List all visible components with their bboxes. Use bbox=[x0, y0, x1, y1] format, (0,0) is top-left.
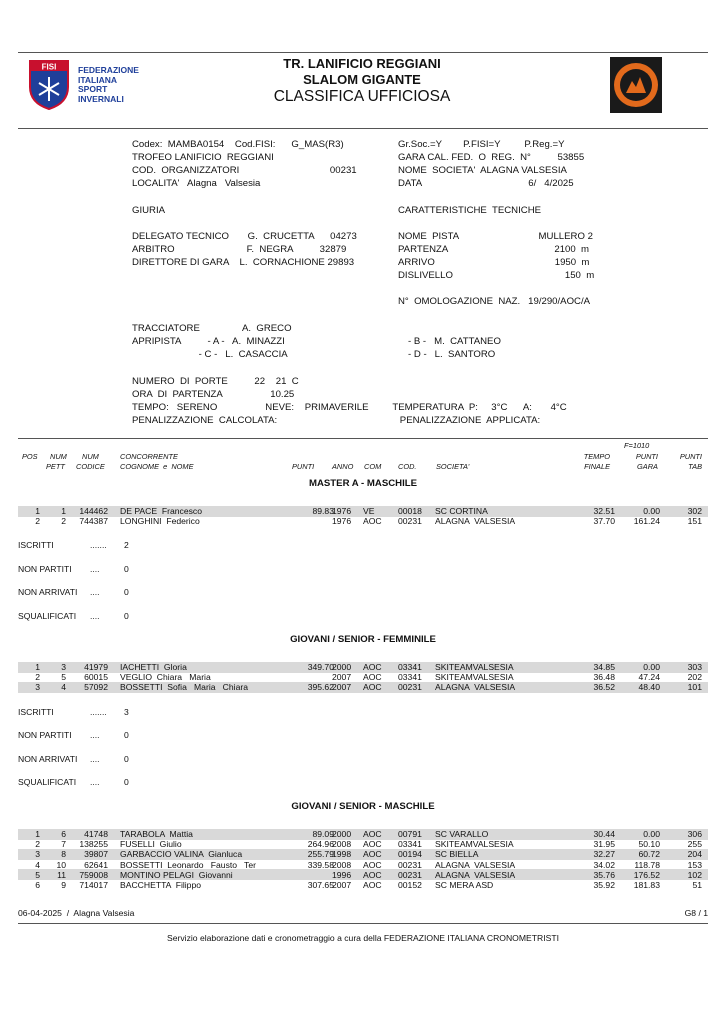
cell-table-points: 202 bbox=[687, 672, 702, 683]
col-num-codice-2: CODICE bbox=[76, 462, 105, 471]
cell-final-time: 34.02 bbox=[593, 859, 615, 870]
cell-committee: AOC bbox=[363, 829, 382, 839]
cell-fis-points: 264.96 bbox=[307, 839, 334, 850]
cell-race-points: 181.83 bbox=[633, 880, 660, 890]
cell-code: 39807 bbox=[84, 849, 108, 860]
start-line: PARTENZA 2100 m bbox=[398, 244, 590, 255]
cell-pos: 3 bbox=[35, 849, 40, 860]
cell-pos: 4 bbox=[35, 859, 40, 870]
cell-race-points: 60.72 bbox=[638, 849, 660, 860]
stat-value: 2 bbox=[124, 540, 129, 551]
cell-committee: VE bbox=[363, 506, 375, 516]
cell-code: 144462 bbox=[79, 506, 108, 516]
race-director-line: DIRETTORE DI GARA L. CORNACHIONE 29893 bbox=[132, 257, 355, 268]
cell-code: 60015 bbox=[84, 672, 108, 683]
weather-line: TEMPO: SERENO NEVE: PRIMAVERILE TEMPERATURA P: 3°C A: 4°C bbox=[132, 402, 567, 413]
event-title: TR. LANIFICIO REGGIANI bbox=[283, 56, 441, 71]
stat-value: 0 bbox=[124, 610, 129, 621]
cell-birth-year: 2007 bbox=[332, 672, 352, 683]
cell-club-name: ALAGNA VALSESIA bbox=[435, 516, 516, 527]
cell-race-points: 161.24 bbox=[633, 516, 660, 527]
col-tempo-2: FINALE bbox=[584, 462, 610, 471]
org-line: ITALIANA bbox=[78, 74, 118, 85]
homologation-line: N° OMOLOGAZIONE NAZ. 19/290/AOC/A bbox=[398, 296, 591, 307]
cell-pos: 1 bbox=[35, 829, 40, 839]
start-time-line: ORA DI PARTENZA 10.25 bbox=[132, 389, 295, 400]
cell-table-points: 153 bbox=[687, 859, 702, 870]
stat-label: NON ARRIVATI bbox=[18, 753, 78, 764]
header-rule bbox=[18, 128, 708, 129]
cell-table-points: 255 bbox=[687, 839, 702, 850]
stat-dots: .... bbox=[90, 610, 100, 621]
stat-label: SQUALIFICATI bbox=[18, 777, 77, 788]
cell-athlete-name: BOSSETTI Sofia Maria Chiara bbox=[120, 682, 248, 693]
cell-table-points: 151 bbox=[687, 516, 702, 527]
course-setter-line: TRACCIATORE A. GRECO bbox=[132, 323, 292, 334]
cell-committee: AOC bbox=[363, 849, 382, 860]
cell-bib: 3 bbox=[61, 662, 66, 672]
stat-dots: .... bbox=[90, 730, 100, 741]
codex-line: Codex: MAMBA0154 Cod.FISI: G_MAS(R3) bbox=[132, 139, 344, 150]
footer-rule bbox=[18, 923, 708, 924]
cell-birth-year: 1996 bbox=[332, 869, 352, 880]
cell-club-name: SKITEAMVALSESIA bbox=[435, 672, 514, 683]
stat-label: SQUALIFICATI bbox=[18, 610, 77, 621]
cell-club-name: ALAGNA VALSESIA bbox=[435, 682, 516, 693]
cell-athlete-name: VEGLIO Chiara Maria bbox=[120, 672, 211, 683]
cell-birth-year: 2000 bbox=[332, 662, 352, 672]
org-line: FEDERAZIONE bbox=[78, 65, 139, 75]
cell-committee: AOC bbox=[363, 839, 382, 850]
stat-label: NON PARTITI bbox=[18, 563, 72, 574]
stat-dots: ....... bbox=[90, 706, 107, 717]
gates-line: NUMERO DI PORTE 22 21 C bbox=[132, 376, 299, 387]
cell-birth-year: 2007 bbox=[332, 880, 352, 890]
stat-value: 0 bbox=[124, 777, 129, 788]
cell-final-time: 37.70 bbox=[593, 516, 615, 527]
forerunner-line-a: APRIPISTA - A - A. MINAZZI bbox=[132, 336, 285, 347]
cell-bib: 5 bbox=[61, 672, 66, 683]
cell-pos: 2 bbox=[35, 839, 40, 850]
col-punti-tab-2: TAB bbox=[688, 462, 702, 471]
cell-club-code: 00231 bbox=[398, 682, 422, 693]
federation-name bbox=[78, 66, 139, 104]
cell-table-points: 303 bbox=[687, 662, 702, 672]
stat-dots: ....... bbox=[90, 540, 107, 551]
locality-line: LOCALITA' Alagna Valsesia bbox=[132, 178, 261, 189]
cell-committee: AOC bbox=[363, 859, 382, 870]
cell-race-points: 0.00 bbox=[643, 829, 660, 839]
col-anno: ANNO bbox=[332, 462, 354, 471]
cell-code: 57092 bbox=[84, 682, 108, 693]
cell-pos: 2 bbox=[35, 672, 40, 683]
cell-committee: AOC bbox=[363, 880, 382, 890]
stat-label: ISCRITTI bbox=[18, 706, 54, 717]
cell-club-name: SC VARALLO bbox=[435, 829, 489, 839]
cell-club-name: SC MERA ASD bbox=[435, 880, 494, 890]
cell-final-time: 32.27 bbox=[593, 849, 615, 860]
cell-fis-points: 349.70 bbox=[307, 662, 334, 672]
club-name-line: NOME SOCIETA' ALAGNA VALSESIA bbox=[398, 165, 567, 176]
cell-committee: AOC bbox=[363, 516, 382, 527]
technical-delegate-line: DELEGATO TECNICO G. CRUCETTA 04273 bbox=[132, 231, 357, 242]
top-rule bbox=[18, 52, 708, 53]
cell-fis-points: 339.58 bbox=[307, 859, 334, 870]
col-pos: POS bbox=[22, 452, 38, 461]
cell-bib: 6 bbox=[61, 829, 66, 839]
vertical-drop-line: DISLIVELLO 150 m bbox=[398, 270, 595, 281]
cell-birth-year: 2000 bbox=[332, 829, 352, 839]
col-punti-tab-1: PUNTI bbox=[679, 452, 702, 461]
fisi-logo-text: FISI bbox=[41, 62, 57, 72]
cell-birth-year: 1976 bbox=[332, 506, 352, 516]
cell-code: 714017 bbox=[79, 880, 108, 890]
stat-dots: .... bbox=[90, 753, 100, 764]
col-punti-gara-2: GARA bbox=[637, 462, 658, 471]
race-number-line: GARA CAL. FED. O REG. N° 53855 bbox=[398, 152, 585, 163]
cell-final-time: 32.51 bbox=[593, 506, 615, 516]
forerunner-line-d: - D - L. SANTORO bbox=[408, 349, 496, 360]
col-societa: SOCIETA' bbox=[436, 462, 470, 471]
forerunner-line-b: - B - M. CATTANEO bbox=[408, 336, 501, 347]
cell-final-time: 31.95 bbox=[593, 839, 615, 850]
cell-bib: 9 bbox=[61, 880, 66, 890]
cell-athlete-name: TARABOLA Mattia bbox=[120, 829, 193, 839]
cell-bib: 1 bbox=[61, 506, 66, 516]
finish-line: ARRIVO 1950 m bbox=[398, 257, 590, 268]
cell-athlete-name: IACHETTI Gloria bbox=[120, 662, 187, 672]
cell-race-points: 48.40 bbox=[638, 682, 660, 693]
cell-fis-points: 89.83 bbox=[312, 506, 334, 516]
cell-club-name: ALAGNA VALSESIA bbox=[435, 869, 516, 880]
cell-final-time: 34.85 bbox=[593, 662, 615, 672]
cell-club-code: 00231 bbox=[398, 869, 422, 880]
cell-club-code: 00231 bbox=[398, 859, 422, 870]
cell-fis-points: 255.79 bbox=[307, 849, 334, 860]
footer-service-note: Servizio elaborazione dati e cronometraggio a cura della FEDERAZIONE ITALIANA CRONOMETRISTI bbox=[167, 933, 559, 943]
referee-line: ARBITRO F. NEGRA 32879 bbox=[132, 244, 347, 255]
cell-club-name: ALAGNA VALSESIA bbox=[435, 859, 516, 870]
stat-label: NON PARTITI bbox=[18, 730, 72, 741]
col-num-pett-2: PETT bbox=[46, 462, 65, 471]
stat-value: 0 bbox=[124, 563, 129, 574]
cell-club-name: SKITEAMVALSESIA bbox=[435, 662, 514, 672]
cell-club-code: 03341 bbox=[398, 839, 422, 850]
stat-dots: .... bbox=[90, 587, 100, 598]
org-line: SPORT bbox=[78, 84, 108, 94]
col-num-codice-1: NUM bbox=[82, 452, 99, 461]
footer-date-location: 06-04-2025 / Alagna Valsesia bbox=[18, 908, 135, 918]
stat-value: 0 bbox=[124, 730, 129, 741]
section-title: GIOVANI / SENIOR - MASCHILE bbox=[291, 801, 435, 812]
cell-birth-year: 1976 bbox=[332, 516, 352, 527]
org-line: INVERNALI bbox=[78, 93, 124, 104]
jury-heading: GIURIA bbox=[132, 205, 166, 216]
cell-club-code: 03341 bbox=[398, 662, 422, 672]
cell-race-points: 47.24 bbox=[638, 672, 660, 683]
cell-final-time: 30.44 bbox=[593, 829, 615, 839]
section-title: MASTER A - MASCHILE bbox=[308, 478, 417, 489]
stat-value: 0 bbox=[124, 587, 129, 598]
trophy-line: TROFEO LANIFICIO REGGIANI bbox=[132, 152, 274, 163]
col-num-pett-1: NUM bbox=[50, 452, 67, 461]
col-concorrente-2: COGNOME e NOME bbox=[120, 462, 194, 471]
cell-table-points: 101 bbox=[687, 682, 702, 693]
fisi-logo bbox=[26, 57, 72, 111]
date-line: DATA 6/ 4/2025 bbox=[398, 178, 574, 189]
cell-fis-points: 395.62 bbox=[307, 682, 334, 693]
stat-value: 3 bbox=[124, 706, 129, 717]
section-title: GIOVANI / SENIOR - FEMMINILE bbox=[290, 634, 436, 645]
cell-bib: 8 bbox=[61, 849, 66, 860]
footer-page: G8 / 1 bbox=[684, 908, 708, 918]
cell-table-points: 306 bbox=[687, 829, 702, 839]
piste-line: NOME PISTA MULLERO 2 bbox=[398, 231, 593, 242]
col-concorrente-1: CONCORRENTE bbox=[120, 452, 178, 461]
cell-athlete-name: BACCHETTA Filippo bbox=[120, 880, 202, 890]
cell-bib: 7 bbox=[61, 839, 66, 850]
classification-title: CLASSIFICA UFFICIOSA bbox=[273, 88, 451, 105]
flags-line: Gr.Soc.=Y P.FISI=Y P.Reg.=Y bbox=[398, 139, 565, 150]
cell-club-code: 00194 bbox=[398, 849, 422, 860]
cell-club-code: 00231 bbox=[398, 516, 422, 527]
cell-birth-year: 2008 bbox=[332, 839, 352, 850]
penalty-line: PENALIZZAZIONE CALCOLATA: PENALIZZAZIONE APPLICATA: bbox=[132, 415, 541, 426]
cell-birth-year: 2008 bbox=[332, 859, 352, 870]
cell-pos: 5 bbox=[35, 869, 40, 880]
cell-final-time: 36.52 bbox=[593, 682, 615, 693]
cell-race-points: 118.78 bbox=[634, 859, 660, 870]
cell-code: 759008 bbox=[79, 869, 108, 880]
discipline-title: SLALOM GIGANTE bbox=[303, 72, 421, 87]
cell-code: 41748 bbox=[84, 829, 108, 839]
cell-committee: AOC bbox=[363, 662, 382, 672]
cell-code: 62641 bbox=[84, 859, 108, 870]
cell-final-time: 35.76 bbox=[593, 869, 615, 880]
col-tempo-1: TEMPO bbox=[583, 452, 610, 461]
cell-athlete-name: BOSSETTI Leonardo Fausto Ter bbox=[120, 859, 256, 870]
cell-pos: 1 bbox=[35, 662, 40, 672]
cell-club-name: SC CORTINA bbox=[435, 506, 488, 516]
cell-athlete-name: GARBACCIO VALINA Gianluca bbox=[120, 849, 243, 860]
cell-club-code: 00018 bbox=[398, 506, 422, 516]
cell-athlete-name: MONTINO PELAGI Giovanni bbox=[120, 869, 233, 880]
cell-pos: 6 bbox=[35, 880, 40, 890]
cell-race-points: 0.00 bbox=[643, 662, 660, 672]
stat-label: ISCRITTI bbox=[18, 540, 54, 551]
table-top-rule bbox=[18, 438, 708, 439]
col-punti-gara-1: PUNTI bbox=[635, 452, 658, 461]
cell-fis-points: 307.65 bbox=[307, 880, 334, 890]
cell-code: 41979 bbox=[84, 662, 108, 672]
cell-athlete-name: FUSELLI Giulio bbox=[120, 839, 182, 850]
cell-table-points: 102 bbox=[687, 869, 702, 880]
cell-athlete-name: LONGHINI Federico bbox=[120, 516, 200, 527]
cell-athlete-name: DE PACE Francesco bbox=[120, 506, 202, 516]
cell-club-code: 00152 bbox=[398, 880, 422, 890]
stat-dots: .... bbox=[90, 563, 100, 574]
stat-label: NON ARRIVATI bbox=[18, 587, 78, 598]
cell-final-time: 36.48 bbox=[593, 672, 615, 683]
cell-club-name: SC BIELLA bbox=[435, 849, 479, 860]
stat-dots: .... bbox=[90, 777, 100, 788]
col-f: F=1010 bbox=[624, 441, 650, 450]
cell-club-name: SKITEAMVALSESIA bbox=[435, 839, 514, 850]
cell-committee: AOC bbox=[363, 682, 382, 693]
cell-race-points: 50.10 bbox=[638, 839, 660, 850]
forerunner-line-c: - C - L. CASACCIA bbox=[132, 349, 288, 360]
cell-club-code: 03341 bbox=[398, 672, 422, 683]
organizer-line: COD. ORGANIZZATORI 00231 bbox=[132, 165, 357, 176]
cell-bib: 4 bbox=[61, 682, 66, 693]
cell-fis-points: 89.09 bbox=[312, 829, 334, 839]
cell-pos: 3 bbox=[35, 682, 40, 693]
cell-pos: 2 bbox=[35, 516, 40, 527]
cell-table-points: 204 bbox=[687, 849, 702, 860]
cell-code: 138255 bbox=[79, 839, 108, 850]
col-punti: PUNTI bbox=[292, 462, 315, 471]
cell-club-code: 00791 bbox=[398, 829, 422, 839]
cell-birth-year: 1998 bbox=[332, 849, 352, 860]
cell-final-time: 35.92 bbox=[593, 880, 615, 890]
col-com: COM bbox=[364, 462, 382, 471]
cell-committee: AOC bbox=[363, 672, 382, 683]
col-cod: COD. bbox=[398, 462, 417, 471]
cell-committee: AOC bbox=[363, 869, 382, 880]
cell-bib: 11 bbox=[57, 869, 66, 880]
cell-bib: 2 bbox=[61, 516, 66, 527]
cell-race-points: 176.52 bbox=[633, 869, 660, 880]
cell-race-points: 0.00 bbox=[643, 506, 660, 516]
club-logo bbox=[610, 57, 662, 113]
cell-table-points: 302 bbox=[687, 506, 702, 516]
technical-heading: CARATTERISTICHE TECNICHE bbox=[398, 205, 542, 216]
cell-code: 744387 bbox=[79, 516, 108, 527]
cell-table-points: 51 bbox=[692, 880, 702, 890]
cell-bib: 10 bbox=[56, 859, 66, 870]
cell-pos: 1 bbox=[35, 506, 40, 516]
cell-birth-year: 2007 bbox=[332, 682, 352, 693]
stat-value: 0 bbox=[124, 753, 129, 764]
